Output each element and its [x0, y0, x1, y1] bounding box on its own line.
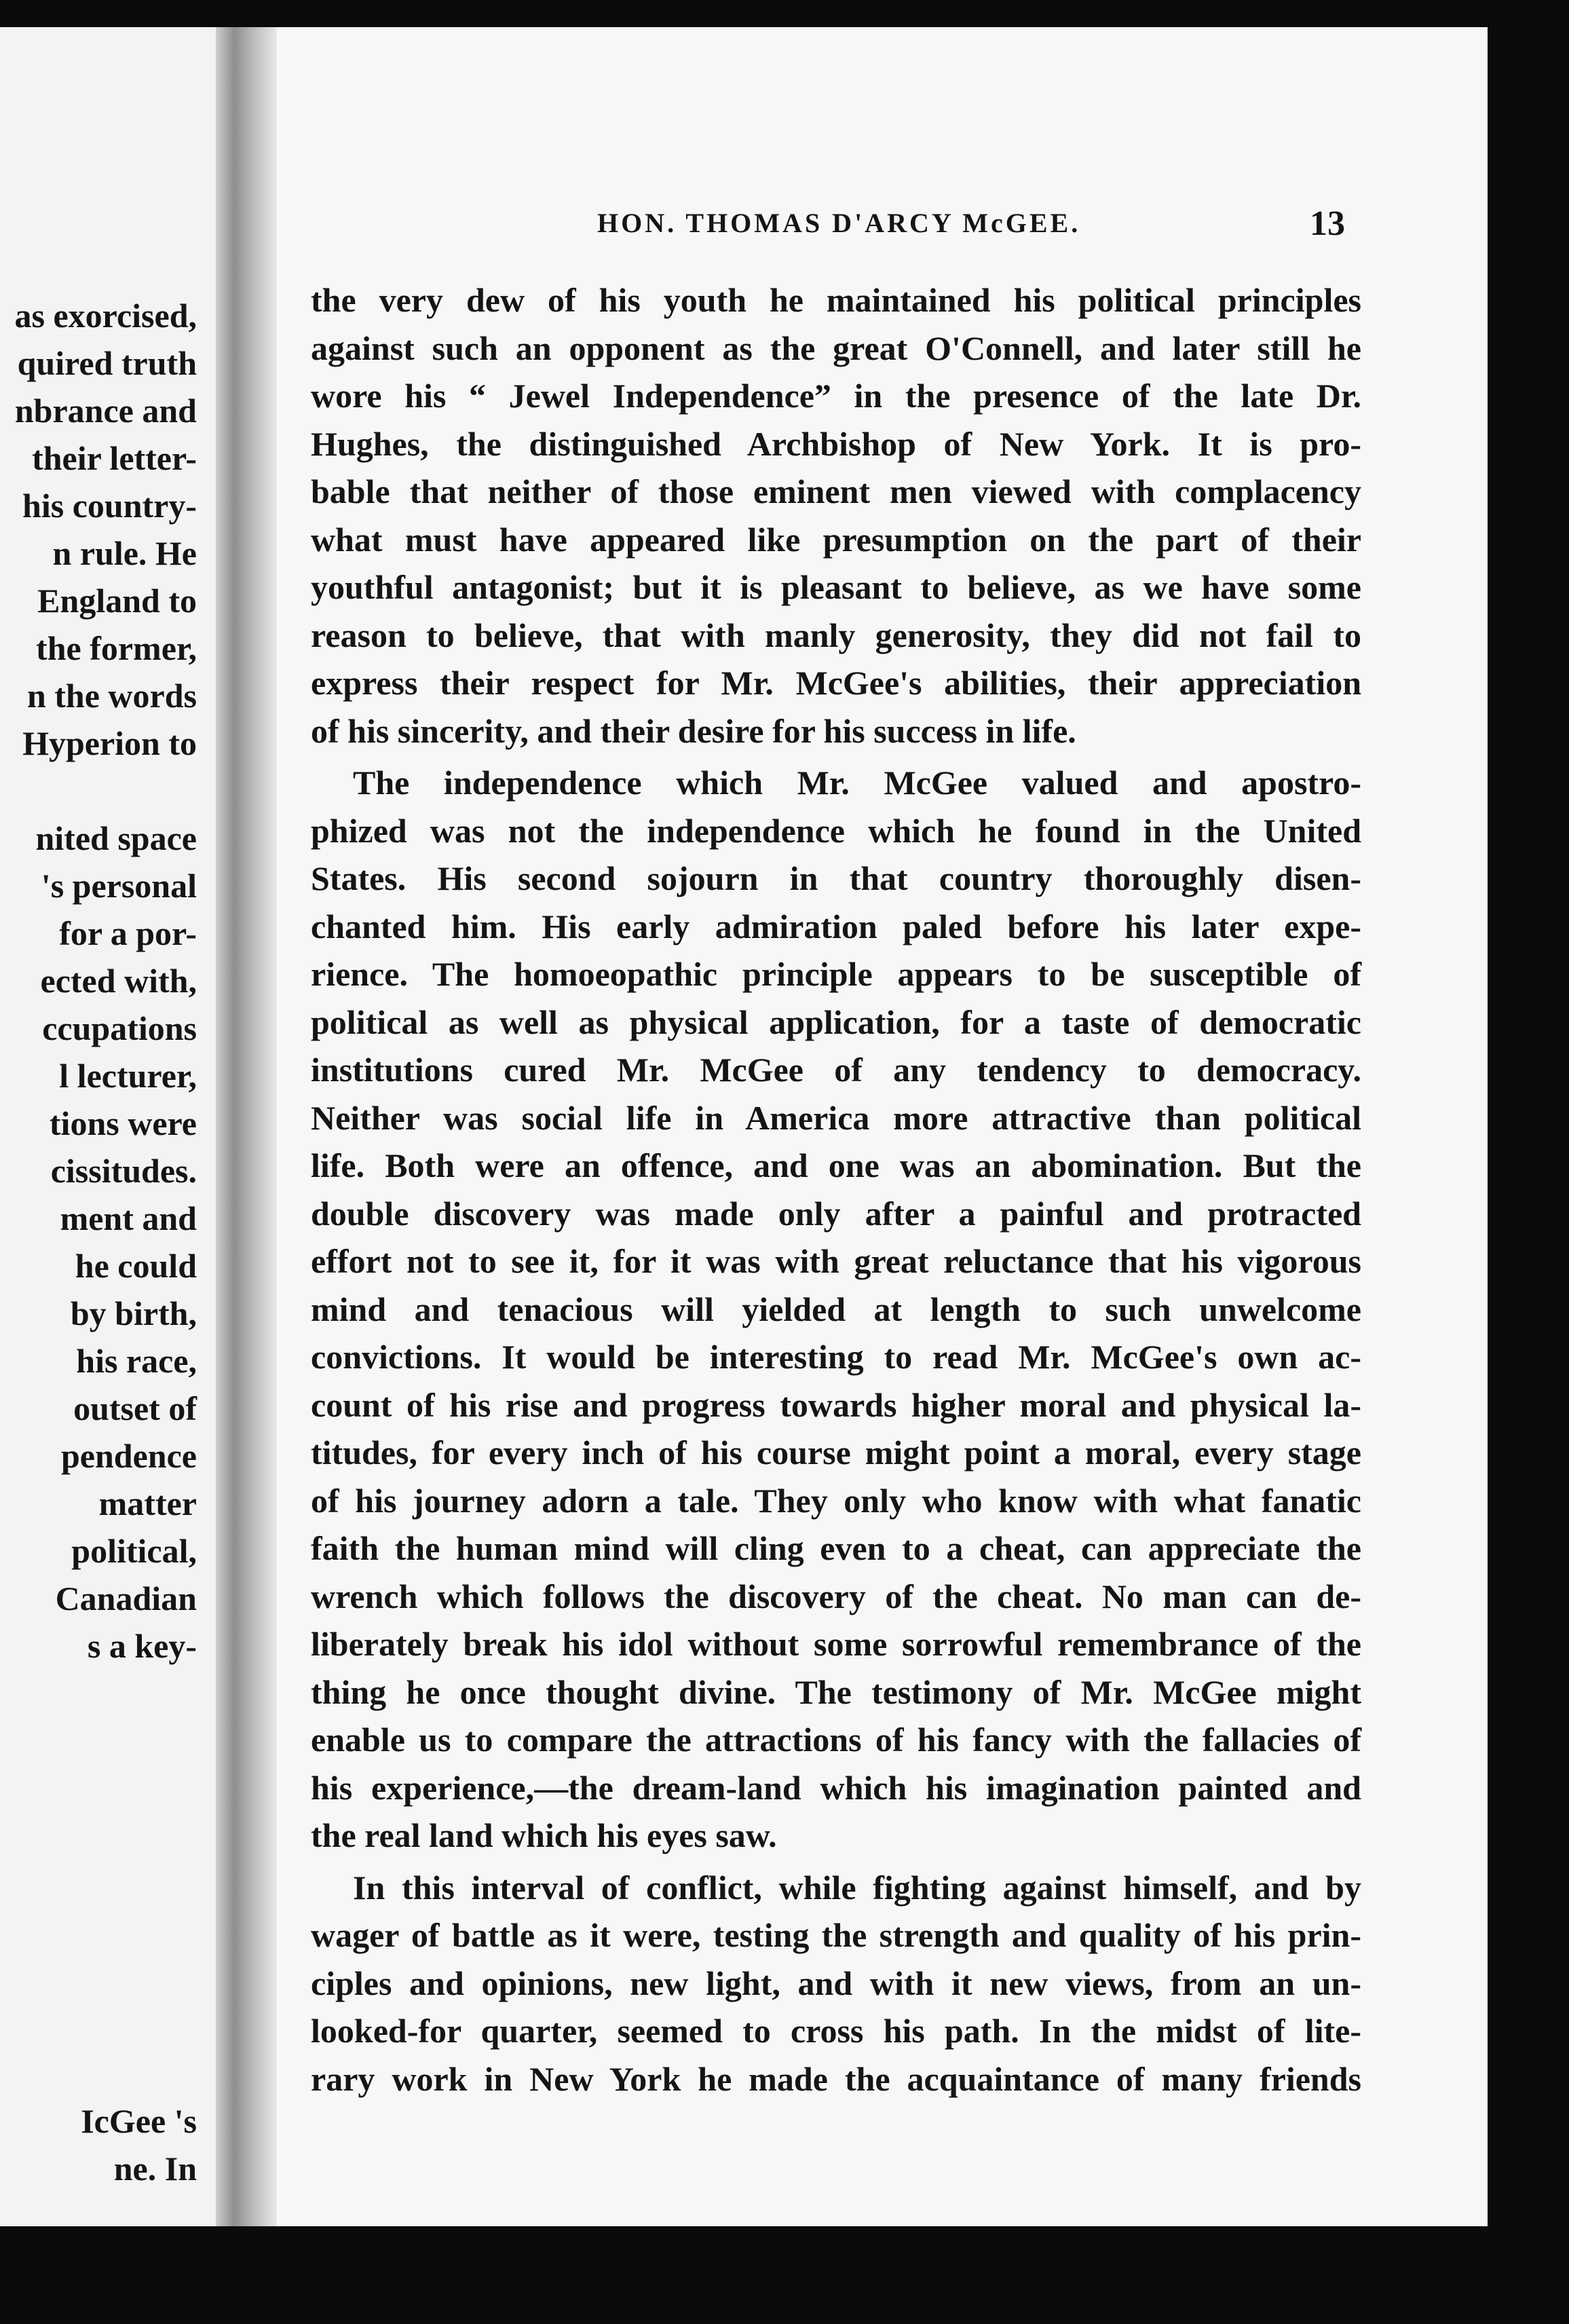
body-line: liberately break his idol without some sorrowful remembrance of the	[311, 1625, 1361, 1663]
left-page-line: by birth,	[70, 1294, 197, 1332]
left-page-line: he could	[75, 1247, 197, 1285]
body-line: faith the human mind will cling even to a cheat, can appreciate the	[311, 1529, 1361, 1567]
body-line: The independence which Mr. McGee valued and apostro-	[353, 764, 1361, 802]
body-line: ciples and opinions, new light, and with it new views, from an un-	[311, 1964, 1361, 2002]
body-line: youthful antagonist; but it is pleasant to believe, as we have some	[311, 568, 1361, 606]
scan-top-border	[0, 0, 1569, 27]
body-line: the real land which his eyes saw.	[311, 1816, 777, 1854]
left-page-line: political,	[71, 1532, 197, 1570]
body-line: chanted him. His early admiration paled before his later expe-	[311, 907, 1361, 945]
body-line: of his sincerity, and their desire for his success in life.	[311, 711, 1076, 750]
body-line: institutions cured Mr. McGee of any tendency to democracy.	[311, 1051, 1361, 1089]
left-page-line: ected with,	[40, 962, 197, 1000]
left-page-line: pendence	[61, 1437, 197, 1475]
body-line: wore his “ Jewel Independence” in the presence of the late Dr.	[311, 377, 1361, 415]
left-page-line: Canadian	[55, 1579, 197, 1617]
body-line: titudes, for every inch of his course might point a moral, every stage	[311, 1433, 1361, 1472]
left-page-line: cissitudes.	[50, 1152, 197, 1190]
left-page-line: n rule. He	[52, 534, 197, 572]
body-line: In this interval of conflict, while fighting against himself, and by	[353, 1868, 1361, 1907]
left-page-line: Hyperion to	[22, 724, 197, 762]
left-page-line: ment and	[60, 1199, 197, 1237]
left-page-line: tions were	[49, 1104, 197, 1142]
body-line: bable that neither of those eminent men viewed with complacency	[311, 472, 1361, 510]
body-line: political as well as physical application, for a taste of democratic	[311, 1002, 1361, 1041]
body-line: looked-for quarter, seemed to cross his path. In the midst of lite-	[311, 2012, 1361, 2050]
scan-bottom-border	[0, 2226, 1569, 2324]
body-line: wrench which follows the discovery of the cheat. No man can de-	[311, 1577, 1361, 1615]
body-line: wager of battle as it were, testing the strength and quality of his prin-	[311, 1916, 1361, 1954]
left-page-line: 's personal	[41, 867, 197, 905]
left-page-line: IcGee 's	[81, 2102, 197, 2140]
left-page-line: the former,	[36, 629, 197, 667]
left-page-line: quired truth	[17, 344, 197, 382]
left-page-line: matter	[98, 1484, 197, 1522]
body-line: Neither was social life in America more attractive than political	[311, 1098, 1361, 1137]
body-line: his experience,—the dream-land which his imagination painted and	[311, 1768, 1361, 1807]
left-page-line: his country-	[22, 487, 197, 525]
body-line: effort not to see it, for it was with great reluctance that his vigorous	[311, 1242, 1361, 1280]
body-line: mind and tenacious will yielded at length to such unwelcome	[311, 1290, 1361, 1328]
left-page-line: for a por-	[59, 914, 197, 952]
body-line: rary work in New York he made the acquaintance of many friends	[311, 2059, 1361, 2098]
body-line: phized was not the independence which he found in the United	[311, 811, 1361, 850]
left-page-line: ccupations	[42, 1009, 197, 1047]
scan-right-border	[1488, 0, 1569, 2324]
body-line: the very dew of his youth he maintained his political principles	[311, 281, 1361, 319]
left-page-line: ne. In	[113, 2150, 197, 2188]
facing-page-left	[0, 27, 224, 2226]
left-page-line: outset of	[73, 1389, 197, 1427]
body-line: double discovery was made only after a painful and protracted	[311, 1194, 1361, 1233]
body-line: what must have appeared like presumption on the part of their	[311, 520, 1361, 559]
body-line: against such an opponent as the great O'Connell, and later still he	[311, 329, 1361, 367]
left-page-line: their letter-	[32, 439, 197, 477]
body-line: States. His second sojourn in that country thoroughly disen-	[311, 859, 1361, 897]
body-line: enable us to compare the attractions of his fancy with the fallacies of	[311, 1721, 1361, 1759]
left-page-line: as exorcised,	[14, 297, 197, 335]
page-number: 13	[1310, 204, 1345, 243]
body-line: count of his rise and progress towards higher moral and physical la-	[311, 1385, 1361, 1424]
body-line: convictions. It would be interesting to read Mr. McGee's own ac-	[311, 1338, 1361, 1376]
body-line: Hughes, the distinguished Archbishop of New York. It is pro-	[311, 424, 1361, 463]
body-line: express their respect for Mr. McGee's abilities, their appreciation	[311, 664, 1361, 702]
left-page-line: s a key-	[87, 1627, 197, 1665]
left-page-line: n the words	[26, 677, 197, 715]
left-page-line: nbrance and	[14, 392, 197, 430]
body-line: life. Both were an offence, and one was an abomination. But the	[311, 1146, 1361, 1184]
running-head: HON. THOMAS D'ARCY McGEE.	[597, 208, 1081, 238]
left-page-line: l lecturer,	[59, 1057, 197, 1095]
body-line: of his journey adorn a tale. They only who know with what fanatic	[311, 1481, 1361, 1520]
left-page-line: his race,	[76, 1342, 197, 1380]
left-page-line: nited space	[35, 819, 197, 857]
body-line: reason to believe, that with manly generosity, they did not fail to	[311, 616, 1361, 654]
book-gutter	[216, 27, 277, 2226]
body-line: thing he once thought divine. The testimony of Mr. McGee might	[311, 1672, 1361, 1711]
body-line: rience. The homoeopathic principle appears to be susceptible of	[311, 955, 1361, 993]
left-page-line: England to	[37, 582, 197, 620]
